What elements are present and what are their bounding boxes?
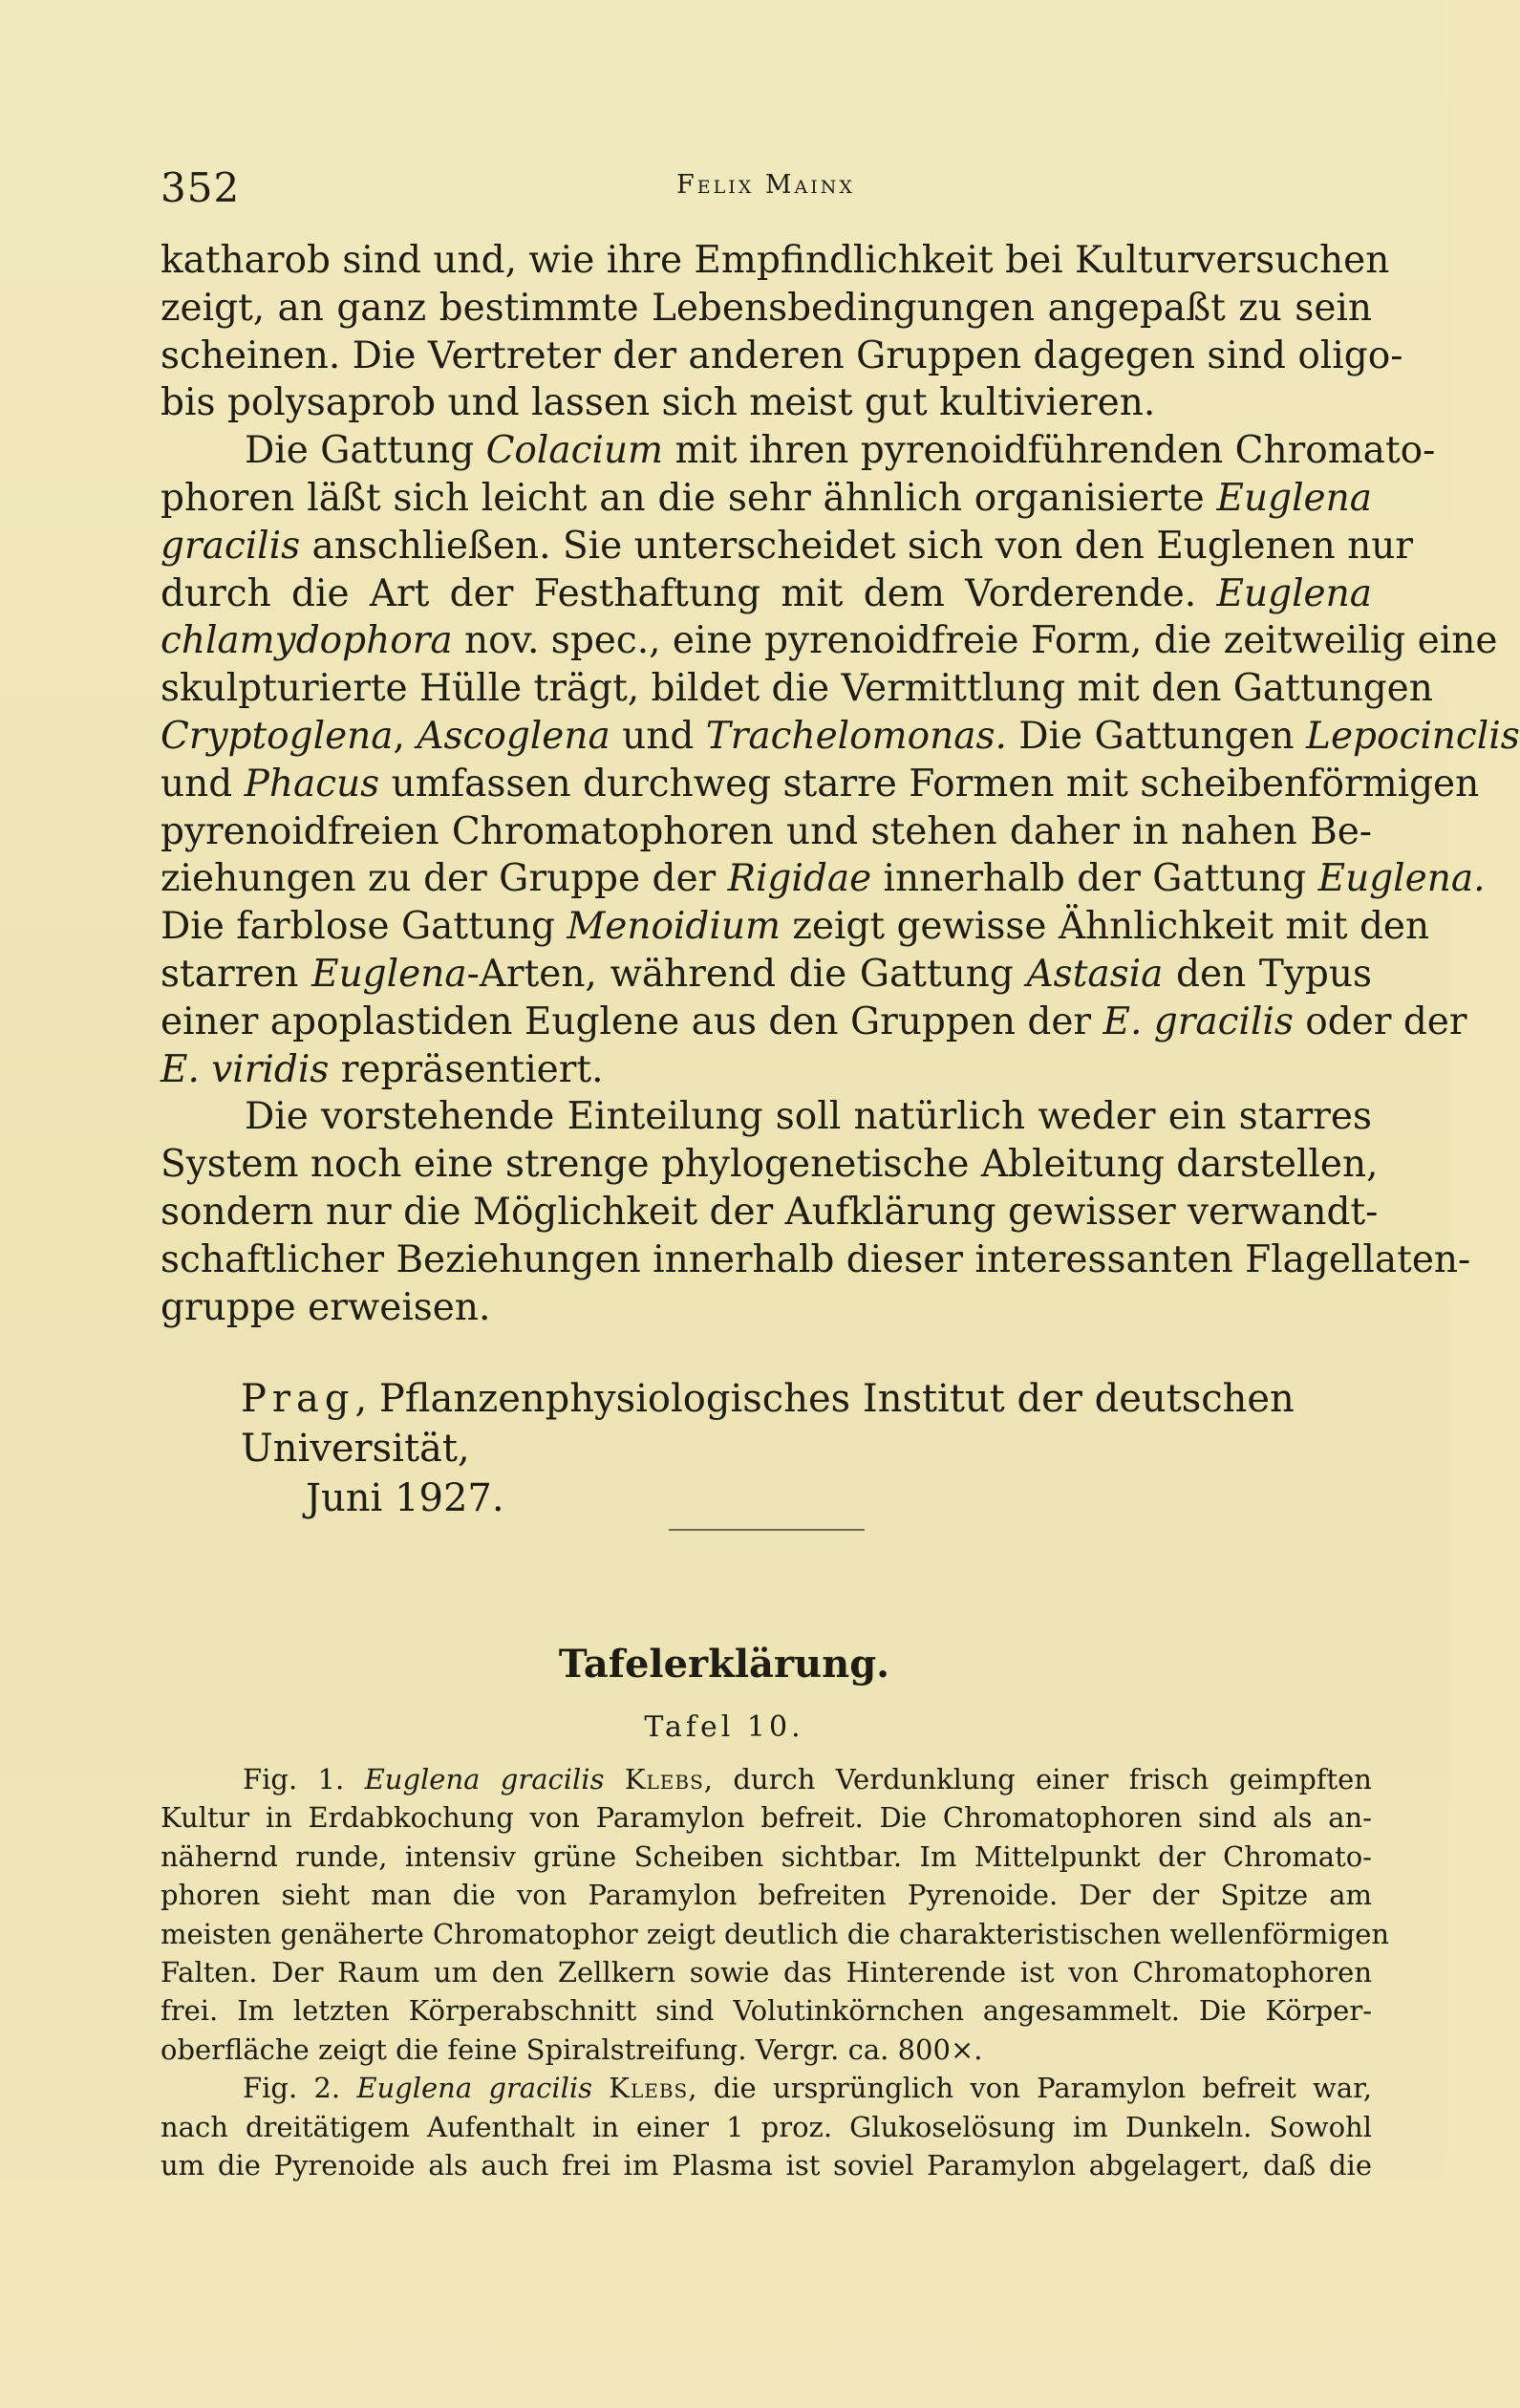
italic-term: Astasia bbox=[1026, 952, 1164, 996]
text-run: Fig. 1. bbox=[243, 1763, 365, 1795]
text-run: skulpturierte Hülle trägt, bildet die Vermittlung mit den Gattungen bbox=[161, 667, 1433, 711]
body-line bbox=[161, 475, 1372, 523]
text-run: durch die Art der Festhaftung mit dem Vorderende. bbox=[161, 571, 1217, 615]
body-line bbox=[161, 237, 1390, 285]
caption-line bbox=[161, 1760, 1372, 1798]
text-run: starren bbox=[161, 952, 312, 996]
body-line bbox=[161, 951, 1372, 999]
figure-captions bbox=[161, 1760, 1390, 2184]
text-run: schaftlicher Beziehungen innerhalb dieser interessanten Flagellaten- bbox=[161, 1237, 1471, 1281]
italic-term: Euglena bbox=[1216, 571, 1372, 615]
text-run: bis polysaprob und lassen sich meist gut kultivieren. bbox=[161, 381, 1156, 425]
text-run: einer apoplastiden Euglene aus den Gruppen der bbox=[161, 1000, 1103, 1043]
text-run: um die Pyrenoide als auch frei im Plasma ist soviel Paramylon abgelagert, daß die bbox=[161, 2148, 1372, 2182]
body-line bbox=[161, 761, 1480, 808]
text-run: meisten genäherte Chromatophor zeigt deutlich die charakteristischen wellenförmigen bbox=[161, 1917, 1390, 1950]
text-run: phoren sieht man die von Paramylon befreiten Pyrenoide. Der der Spitze am bbox=[161, 1879, 1372, 1912]
body-line bbox=[161, 427, 1436, 475]
body-line bbox=[161, 903, 1430, 951]
body-line bbox=[161, 523, 1414, 570]
italic-term: Cryptoglena bbox=[161, 714, 394, 758]
body-line bbox=[161, 808, 1372, 856]
body-line bbox=[161, 570, 1372, 618]
italic-term: Colacium bbox=[485, 429, 664, 473]
text-run: anschließen. Sie unterscheidet sich von den Euglenen nur bbox=[300, 524, 1414, 568]
italic-term: Euglena. bbox=[1317, 857, 1486, 901]
body-line bbox=[161, 617, 1498, 665]
body-line bbox=[161, 1236, 1471, 1284]
text-run: ziehungen zu der Gruppe der bbox=[161, 857, 728, 901]
text-run: repräsentiert. bbox=[329, 1047, 604, 1091]
caption-line bbox=[161, 2146, 1372, 2184]
text-run: nähernd runde, intensiv grüne Scheiben sichtbar. Im Mittelpunkt der Chromato- bbox=[161, 1839, 1372, 1873]
caption-line bbox=[161, 1953, 1372, 1991]
text-run: Falten. Der Raum um den Zellkern sowie das Hinterende ist von Chromatophoren bbox=[161, 1955, 1372, 1989]
text-run: frei. Im letzten Körperabschnitt sind Volutinkörnchen angesammelt. Die Körper- bbox=[161, 1994, 1372, 2028]
caption-line bbox=[161, 1798, 1372, 1837]
italic-term: Euglena bbox=[311, 952, 467, 996]
italic-term: gracilis bbox=[161, 524, 301, 568]
text-run: umfassen durchweg starre Formen mit scheibenförmigen bbox=[379, 762, 1480, 806]
italic-term: chlamydophora bbox=[161, 619, 453, 663]
text-run: Kultur in Erdabkochung von Paramylon befreit. Die Chromatophoren sind als an- bbox=[161, 1801, 1372, 1835]
signoff-institute: , Pflanzenphysiologisches Institut der deutschen Universität, bbox=[241, 1377, 1295, 1471]
body-line bbox=[161, 1093, 1372, 1141]
text-run: und bbox=[610, 714, 706, 758]
text-run: gruppe erweisen. bbox=[161, 1285, 491, 1329]
body-line bbox=[161, 1284, 1372, 1332]
italic-term: E. gracilis bbox=[1103, 1000, 1294, 1043]
page-header bbox=[161, 161, 1372, 218]
italic-term: Ascoglena bbox=[417, 714, 610, 758]
text-run: , durch Verdunklung einer frisch geimpften bbox=[703, 1763, 1372, 1795]
text-run: scheinen. Die Vertreter der anderen Gruppen dagegen sind oligo- bbox=[161, 333, 1403, 377]
text-run: Die vorstehende Einteilung soll natürlich weder ein starres bbox=[245, 1095, 1372, 1139]
body-line bbox=[161, 855, 1486, 903]
text-run: System noch eine strenge phylogenetische Ableitung darstellen, bbox=[161, 1143, 1379, 1187]
italic-term: Trachelomonas. bbox=[705, 714, 1007, 758]
caption-line bbox=[161, 1876, 1372, 1914]
text-run: oder der bbox=[1293, 1000, 1467, 1043]
text-run: sondern nur die Möglichkeit der Aufklärung gewisser verwandt- bbox=[161, 1190, 1379, 1234]
italic-term: Phacus bbox=[244, 762, 380, 806]
text-run: zeigt, an ganz bestimmte Lebensbedingungen angepaßt zu sein bbox=[161, 286, 1372, 330]
signoff-line-1 bbox=[241, 1374, 1372, 1473]
text-run: den Typus bbox=[1163, 952, 1372, 996]
italic-term: Euglena gracilis bbox=[356, 2072, 593, 2105]
text-run: nov. spec., eine pyrenoidfreie Form, die zeitweilig eine bbox=[452, 619, 1498, 663]
signoff-date: Juni 1927. bbox=[306, 1476, 504, 1520]
body-line bbox=[161, 285, 1372, 333]
italic-term: Rigidae bbox=[727, 857, 872, 901]
caption-line bbox=[161, 2108, 1372, 2146]
text-run: pyrenoidfreien Chromatophoren und stehen daher in nahen Be- bbox=[161, 809, 1372, 853]
text-run: Fig. 2. bbox=[243, 2072, 357, 2105]
body-text bbox=[161, 237, 1520, 1331]
text-run: und bbox=[161, 762, 245, 806]
italic-term: Menoidium bbox=[567, 905, 781, 949]
italic-term: Euglena gracilis bbox=[364, 1763, 605, 1795]
plate-title: Tafel 10. bbox=[644, 1710, 804, 1744]
text-run: oberfläche zeigt die feine Spiralstreifung. Vergr. ca. 800×. bbox=[161, 2032, 983, 2066]
section-divider bbox=[669, 1529, 865, 1531]
text-run: Die farblose Gattung bbox=[161, 905, 567, 949]
body-line bbox=[161, 1046, 1372, 1094]
text-run: Klebs bbox=[609, 2072, 689, 2105]
body-line bbox=[161, 1141, 1379, 1189]
text-run: -Arten, während die Gattung bbox=[466, 952, 1027, 996]
body-line bbox=[161, 1189, 1379, 1236]
body-line bbox=[161, 999, 1467, 1046]
caption-line bbox=[161, 1838, 1372, 1876]
body-line bbox=[161, 379, 1372, 427]
text-run bbox=[592, 2072, 609, 2104]
running-head-author: Felix Mainx bbox=[676, 170, 855, 200]
text-run: , bbox=[393, 714, 417, 758]
body-line bbox=[161, 333, 1403, 380]
text-run bbox=[604, 1763, 624, 1795]
signoff-city: Prag bbox=[241, 1377, 355, 1421]
body-line bbox=[161, 713, 1520, 761]
caption-line bbox=[161, 1991, 1372, 2030]
caption-line bbox=[161, 2031, 1372, 2069]
caption-line bbox=[161, 1915, 1390, 1953]
text-run: phoren läßt sich leicht an die sehr ähnlich organisierte bbox=[161, 476, 1217, 520]
italic-term: Euglena bbox=[1216, 476, 1372, 520]
text-run: zeigt gewisse Ähnlichkeit mit den bbox=[780, 905, 1430, 949]
text-run: , die ursprünglich von Paramylon befreit war, bbox=[688, 2072, 1373, 2105]
text-run: mit ihren pyrenoidführenden Chromato- bbox=[663, 429, 1436, 473]
signoff bbox=[241, 1374, 1372, 1523]
page-number: 352 bbox=[161, 164, 241, 211]
caption-line bbox=[161, 2069, 1372, 2107]
text-run: Die Gattungen bbox=[1006, 714, 1307, 758]
body-line bbox=[161, 665, 1433, 713]
text-run: innerhalb der Gattung bbox=[871, 857, 1318, 901]
italic-term: Lepocinclis bbox=[1306, 714, 1520, 758]
text-run: Die Gattung bbox=[245, 429, 486, 473]
text-run: Klebs bbox=[624, 1763, 704, 1795]
text-run: nach dreitätigem Aufenthalt in einer 1 proz. Glukoselösung im Dunkeln. Sowohl bbox=[161, 2110, 1372, 2143]
italic-term: E. viridis bbox=[161, 1047, 330, 1091]
text-run: katharob sind und, wie ihre Empfindlichkeit bei Kulturversuchen bbox=[161, 239, 1390, 282]
section-title: Tafelerklärung. bbox=[558, 1642, 890, 1687]
